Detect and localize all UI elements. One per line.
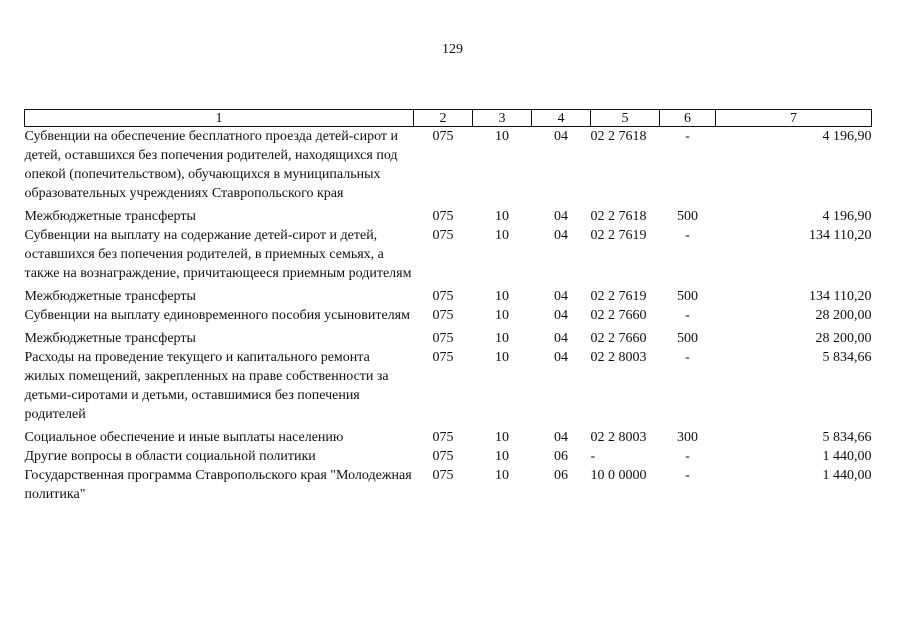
- subsection-code-cell: 04: [554, 430, 568, 445]
- section-code-cell: 10: [495, 350, 509, 365]
- page-number: 129: [442, 42, 463, 57]
- target-item-cell: 02 2 7619: [590, 289, 647, 304]
- section-code-cell: 10: [495, 430, 509, 445]
- row-name-cell: Государственная программа Ставропольского края "Молодежная политика": [24, 468, 412, 502]
- row-name-cell: Межбюджетные трансферты: [24, 331, 196, 346]
- target-item-cell: 02 2 7619: [590, 228, 647, 243]
- expense-type-cell: 500: [677, 331, 698, 346]
- amount-cell: 134 110,20: [809, 228, 872, 243]
- target-item-cell: 10 0 0000: [590, 468, 647, 483]
- expense-type-cell: -: [685, 308, 690, 323]
- section-code-cell: 10: [495, 228, 509, 243]
- department-code-cell: 075: [432, 129, 454, 144]
- row-name-cell: Межбюджетные трансферты: [24, 209, 196, 224]
- target-item-cell: 02 2 8003: [590, 430, 647, 445]
- section-code-cell: 10: [495, 129, 509, 144]
- column-header: 4: [532, 110, 591, 127]
- target-item-cell: 02 2 8003: [590, 350, 647, 365]
- section-code-cell: 10: [495, 449, 509, 464]
- subsection-code-cell: 04: [554, 331, 568, 346]
- column-header: 3: [473, 110, 532, 127]
- subsection-code-cell: 04: [554, 209, 568, 224]
- section-code-cell: 10: [495, 331, 509, 346]
- table-row: [25, 348, 872, 424]
- table-row: [25, 306, 872, 325]
- column-header: 2: [414, 110, 473, 127]
- target-item-cell: 02 2 7660: [590, 308, 647, 323]
- table-row: [25, 226, 872, 283]
- row-name-cell: Субвенции на обеспечение бесплатного проезда детей-сирот и детей, оставшихся без попечения родителей, находящихся под опекой (попечительством), обучающихся в муниципальных образовательных учреждениях Ставропольского края: [24, 129, 399, 201]
- expense-type-cell: 300: [677, 430, 698, 445]
- row-name-cell: Социальное обеспечение и иные выплаты населению: [24, 430, 344, 445]
- row-name-cell: Субвенции на выплату на содержание детей-сирот и детей, оставшихся без попечения родителей, в приемных семьях, а также на вознаграждение, причитающееся приемным родителям: [24, 228, 412, 281]
- table-row: [25, 424, 872, 447]
- department-code-cell: 075: [432, 331, 454, 346]
- department-code-cell: 075: [432, 289, 454, 304]
- expense-type-cell: 500: [677, 209, 698, 224]
- column-header: 6: [660, 110, 716, 127]
- row-name-cell: Межбюджетные трансферты: [24, 289, 196, 304]
- department-code-cell: 075: [432, 209, 454, 224]
- expense-type-cell: 500: [677, 289, 698, 304]
- table-row: [25, 203, 872, 226]
- amount-cell: 1 440,00: [822, 468, 872, 483]
- section-code-cell: 10: [495, 289, 509, 304]
- amount-cell: 28 200,00: [815, 308, 872, 323]
- target-item-cell: 02 2 7618: [590, 209, 647, 224]
- column-header: 7: [716, 110, 872, 127]
- department-code-cell: 075: [432, 430, 454, 445]
- table-body: [25, 127, 872, 505]
- expense-type-cell: -: [685, 468, 690, 483]
- subsection-code-cell: 04: [554, 129, 568, 144]
- table-row: [25, 325, 872, 348]
- row-name-cell: Другие вопросы в области социальной политики: [24, 449, 316, 464]
- department-code-cell: 075: [432, 308, 454, 323]
- table-row: [25, 447, 872, 466]
- amount-cell: 4 196,90: [822, 129, 872, 144]
- amount-cell: 4 196,90: [822, 209, 872, 224]
- section-code-cell: 10: [495, 209, 509, 224]
- department-code-cell: 075: [432, 228, 454, 243]
- subsection-code-cell: 04: [554, 228, 568, 243]
- expense-type-cell: -: [685, 228, 690, 243]
- table-header-row: [25, 110, 872, 127]
- expense-type-cell: -: [685, 129, 690, 144]
- amount-cell: 5 834,66: [822, 350, 872, 365]
- subsection-code-cell: 06: [554, 449, 568, 464]
- amount-cell: 28 200,00: [815, 331, 872, 346]
- amount-cell: 1 440,00: [822, 449, 872, 464]
- table-row: [25, 466, 872, 504]
- department-code-cell: 075: [432, 449, 454, 464]
- target-item-cell: 02 2 7660: [590, 331, 647, 346]
- target-item-cell: -: [590, 449, 596, 464]
- target-item-cell: 02 2 7618: [590, 129, 647, 144]
- table-row: [25, 127, 872, 204]
- section-code-cell: 10: [495, 308, 509, 323]
- subsection-code-cell: 06: [554, 468, 568, 483]
- column-header: 1: [25, 110, 414, 127]
- amount-cell: 5 834,66: [822, 430, 872, 445]
- budget-table: [24, 109, 872, 504]
- row-name-cell: Субвенции на выплату единовременного пособия усыновителям: [24, 308, 410, 323]
- section-code-cell: 10: [495, 468, 509, 483]
- subsection-code-cell: 04: [554, 350, 568, 365]
- column-header: 5: [591, 110, 660, 127]
- expense-type-cell: -: [685, 449, 690, 464]
- amount-cell: 134 110,20: [809, 289, 872, 304]
- subsection-code-cell: 04: [554, 289, 568, 304]
- row-name-cell: Расходы на проведение текущего и капитального ремонта жилых помещений, закрепленных на праве собственности за детьми-сиротами и детьми, оставшимися без попечения родителей: [24, 350, 389, 422]
- expense-type-cell: -: [685, 350, 690, 365]
- department-code-cell: 075: [432, 468, 454, 483]
- table-row: [25, 283, 872, 306]
- department-code-cell: 075: [432, 350, 454, 365]
- subsection-code-cell: 04: [554, 308, 568, 323]
